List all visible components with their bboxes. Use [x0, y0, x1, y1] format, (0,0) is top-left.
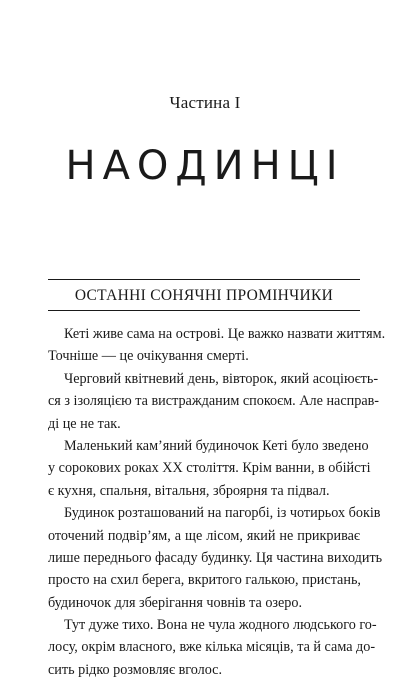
text-line: просто на схил берега, вкритого галькою, пристань,	[48, 572, 361, 589]
text-line: оточений подвір’ям, а ще лісом, який не прикриває	[48, 527, 360, 544]
text-line: Черговий квітневий день, вівторок, який асоціюєть-	[64, 370, 379, 387]
text-line: у сорокових роках XX століття. Крім ванни, в обійсті	[48, 460, 371, 477]
text-line: сить рідко розмовляє вголос.	[48, 661, 223, 678]
body-text	[48, 323, 386, 681]
part-label: Частина І	[169, 93, 241, 112]
text-line: Будинок розташований на пагорбі, із чотирьох боків	[64, 505, 381, 522]
chapter-title: ОСТАННІ СОНЯЧНІ ПРОМІНЧИКИ	[74, 287, 334, 304]
text-line: Маленький кам’яний будиночок Кеті було зведено	[64, 437, 369, 454]
text-line: Точніше — це очікування смерті.	[48, 348, 249, 365]
chapter-rule-bottom	[48, 310, 360, 311]
text-line: будиночок для зберігання човнів та озеро.	[48, 594, 303, 611]
chapter-rule-top	[48, 279, 360, 280]
part-title: НАОДИНЦІ	[65, 143, 345, 189]
text-line: є кухня, спальня, вітальня, зброярня та підвал.	[48, 482, 330, 499]
text-line: Тут дуже тихо. Вона не чула жодного людського го-	[64, 617, 377, 634]
text-line: ся з ізоляцією та вистражданим спокоєм. Але насправ-	[48, 393, 380, 410]
text-line: ді це не так.	[48, 415, 121, 432]
text-line: лосу, окрім власного, вже кілька місяців, та й сама до-	[48, 639, 376, 656]
text-line: лише переднього фасаду будинку. Ця частина виходить	[48, 549, 383, 566]
text-line: Кеті живе сама на острові. Це важко назвати життям.	[64, 326, 386, 342]
